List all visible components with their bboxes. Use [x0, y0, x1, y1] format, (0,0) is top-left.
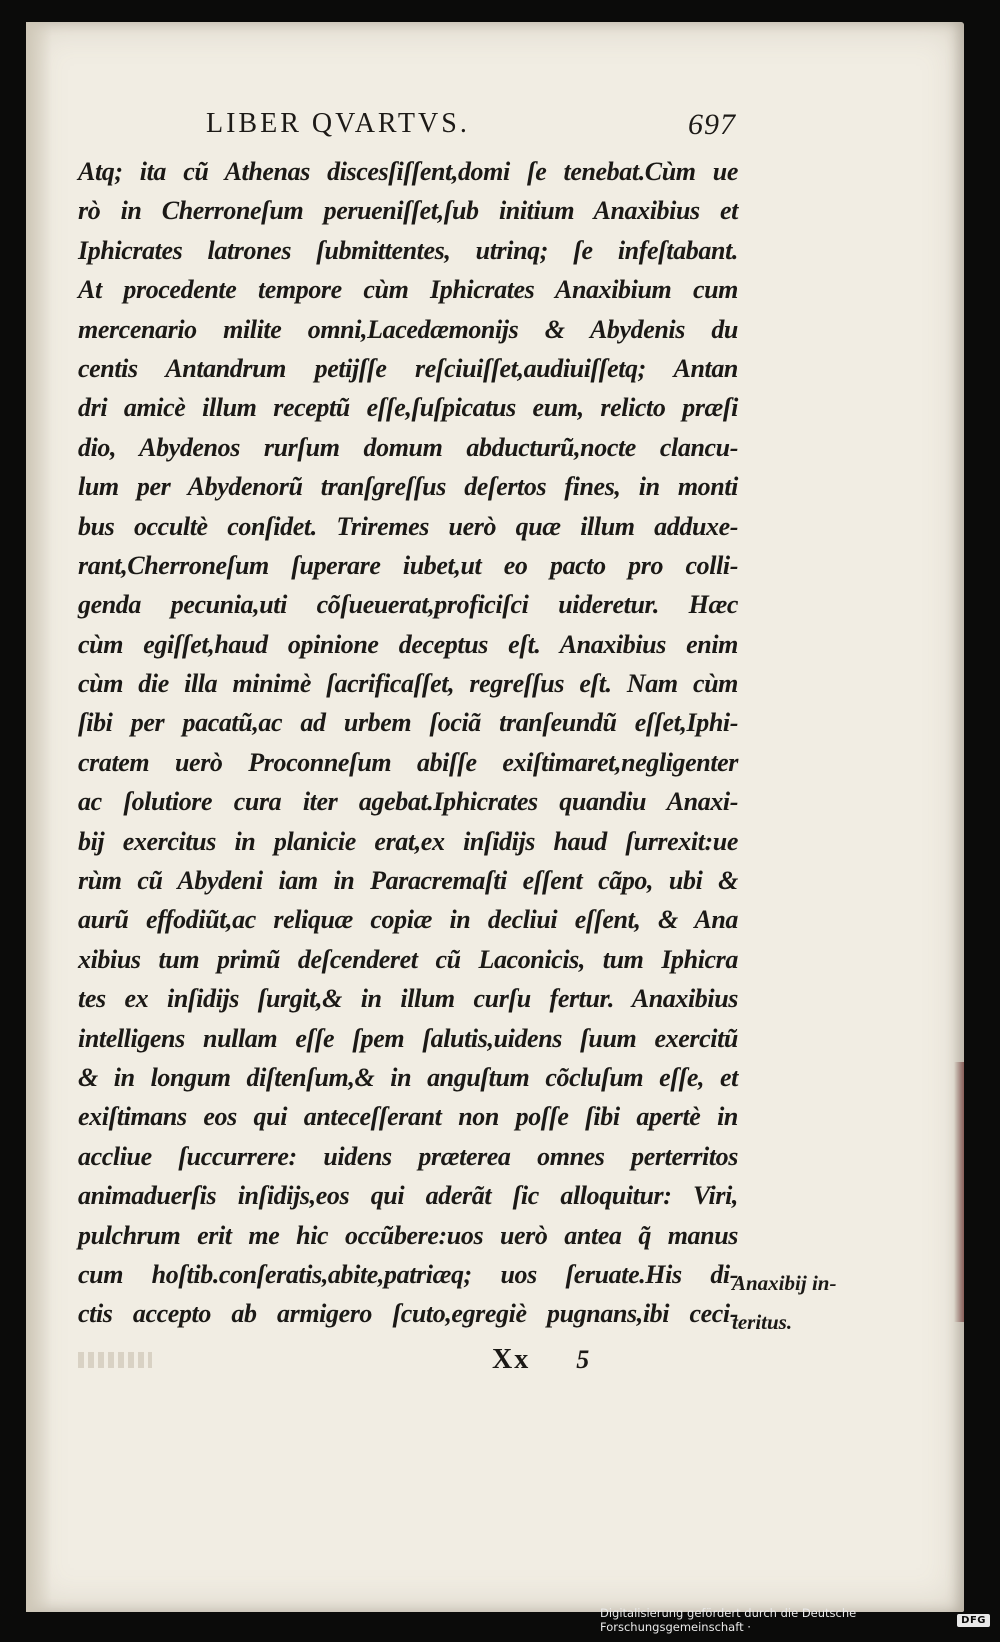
- marginal-note: [732, 1264, 872, 1342]
- text-line: & in longum diſtenſum,& in anguſtum cõcluſum eſſe, et: [78, 1062, 738, 1092]
- text-line: xibius tum primũ deſcenderet cũ Laconicis, tum Iphicra: [78, 944, 738, 974]
- text-line: ac ſolutiore cura iter agebat.Iphicrates quandiu Anaxi-: [78, 787, 738, 817]
- signature-number: 5: [576, 1345, 592, 1374]
- text-line: mercenario milite omni,Lacedæmonijs & Abydenis du: [78, 314, 738, 344]
- text-line: cratem uerò Proconneſum abiſſe exiſtimaret,negligenter: [78, 747, 738, 777]
- body-text: [78, 152, 738, 1334]
- marginal-note-line: teritus.: [732, 1310, 793, 1334]
- text-line: ſibi per pacatũ,ac ad urbem ſociã tranſeundũ eſſet,Iphi-: [78, 708, 738, 738]
- text-line: animaduerſis inſidijs,eos qui aderãt ſic alloquitur: Viri,: [78, 1181, 738, 1211]
- text-line: accliue ſuccurrere: uidens præterea omnes perterritos: [78, 1141, 738, 1171]
- text-line: lum per Abydenorũ tranſgreſſus deſertos fines, in monti: [78, 472, 738, 502]
- credit-text: Digitalisierung gefördert durch die Deutsche Forschungsgemeinschaft ·: [600, 1606, 857, 1634]
- dfg-logo: DFG: [957, 1614, 990, 1627]
- text-line: cum hoſtib.conſeratis,abite,patriæq; uos ſeruate.His di-: [78, 1259, 738, 1289]
- text-line: intelligens nullam eſſe ſpem ſalutis,uidens ſuum exercitũ: [78, 1023, 738, 1053]
- page-number: 697: [688, 108, 736, 141]
- digitization-credit: [600, 1606, 990, 1634]
- show-through-ink: [78, 1352, 152, 1368]
- text-line: rant,Cherroneſum ſuperare iubet,ut eo pacto pro colli-: [78, 550, 738, 580]
- text-line: dio, Abydenos rurſum domum abducturũ,nocte clancu-: [78, 432, 738, 462]
- text-line: ctis accepto ab armigero ſcuto,egregiè pugnans,ibi ceci-: [78, 1299, 738, 1329]
- text-line: At procedente tempore cùm Iphicrates Anaxibium cum: [78, 275, 738, 305]
- text-line: cùm die illa minimè ſacrificaſſet, regreſſus eſt. Nam cùm: [78, 669, 738, 699]
- marginal-note-line: Anaxibij in-: [732, 1271, 837, 1295]
- text-line: rùm cũ Abydeni iam in Paracremaſti eſſent cãpo, ubi &: [78, 866, 738, 896]
- text-line: bus occultè conſidet. Triremes uerò quæ illum adduxe-: [78, 511, 738, 541]
- text-line: Iphicrates latrones ſubmittentes, utrinq; ſe infeſtabant.: [78, 235, 738, 265]
- running-title: LIBER QVARTVS.: [206, 108, 470, 139]
- text-line: Atq; ita cũ Athenas discesſiſſent,domi ſe tenebat.Cùm ue: [78, 157, 738, 186]
- signature-letters: Xx: [492, 1344, 531, 1375]
- book-page: [26, 22, 964, 1612]
- text-line: cùm egiſſet,haud opinione deceptus eſt. Anaxibius enim: [78, 629, 738, 659]
- text-line: rò in Cherroneſum perueniſſet,ſub initium Anaxibius et: [78, 196, 738, 226]
- text-line: exiſtimans eos qui anteceſſerant non poſſe ſibi apertè in: [78, 1102, 738, 1132]
- text-line: pulchrum erit me hic occũbere:uos uerò antea q̃ manus: [78, 1220, 738, 1250]
- signature-mark: [492, 1344, 591, 1376]
- text-line: bij exercitus in planicie erat,ex inſidijs haud ſurrexit:ue: [78, 826, 738, 856]
- text-line: dri amicè illum receptũ eſſe,ſuſpicatus eum, relicto præſi: [78, 393, 738, 423]
- page-header: [206, 108, 736, 144]
- text-line: centis Antandrum petijſſe reſciuiſſet,audiuiſſetq; Antan: [78, 353, 738, 383]
- text-line: tes ex inſidijs ſurgit,& in illum curſu fertur. Anaxibius: [78, 984, 738, 1014]
- text-line: genda pecunia,uti cõſueuerat,proficiſci uideretur. Hæc: [78, 590, 738, 620]
- text-line: aurũ effodiũt,ac reliquæ copiæ in decliui eſſent, & Ana: [78, 905, 738, 935]
